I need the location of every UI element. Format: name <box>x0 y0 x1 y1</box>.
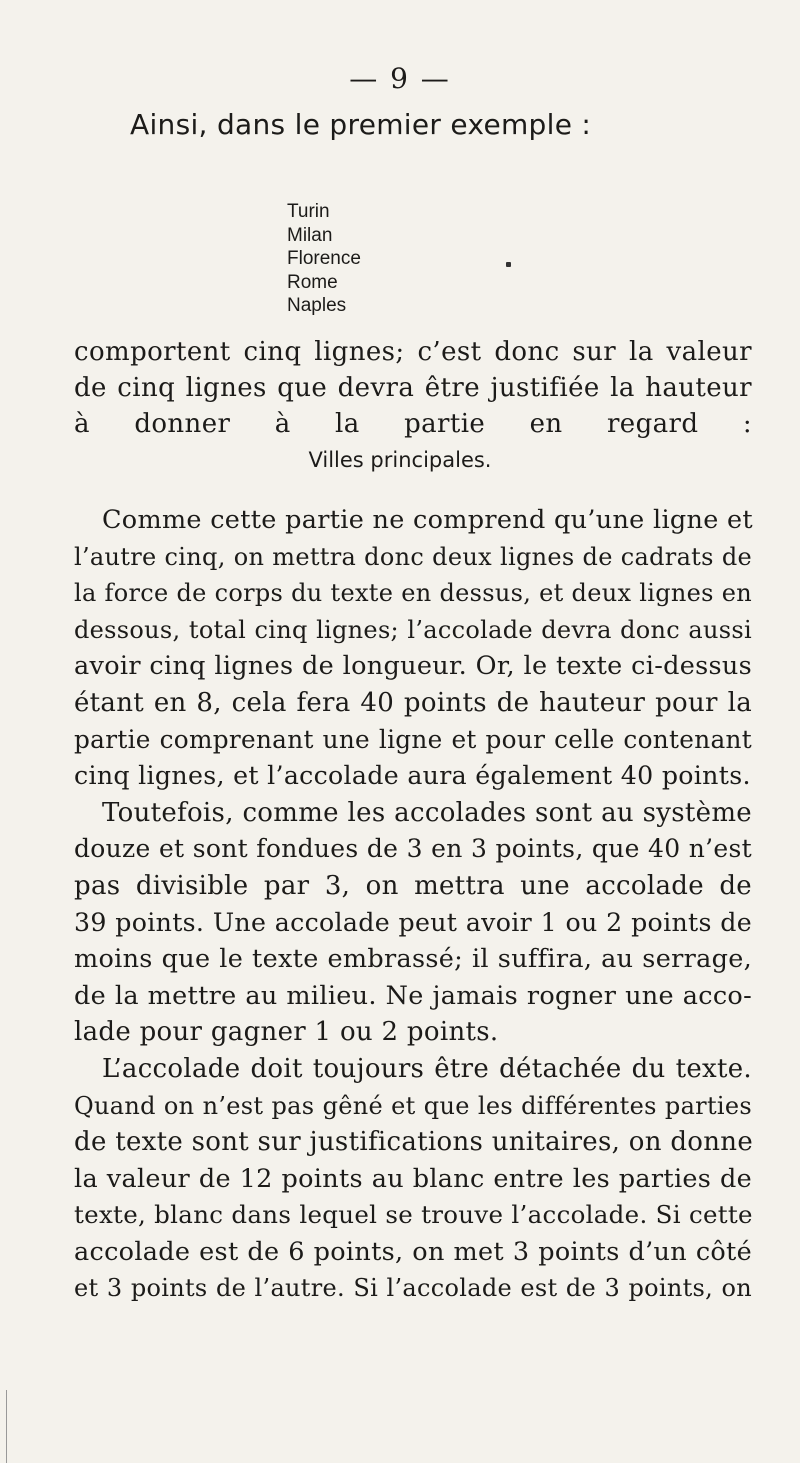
text-line: Comme cette partie ne comprend qu’une ligne et <box>102 505 753 535</box>
city-item: Turin <box>287 201 330 222</box>
intro-line: Ainsi, dans le premier exemple : <box>130 108 592 141</box>
text-line: 39 points. Une accolade peut avoir 1 ou 2 points de <box>74 907 752 937</box>
page-edge-mark <box>6 1390 7 1463</box>
city-item: Florence <box>287 248 361 269</box>
text-line: partie comprenant une ligne et pour celle contenant <box>74 724 752 754</box>
text-line: et 3 points de l’autre. Si l’accolade est de 3 points, on <box>74 1274 752 1303</box>
caption-villes: Villes principales. <box>308 448 492 472</box>
text-line: Quand on n’est pas gêné et que les différentes parties <box>74 1091 752 1120</box>
text-line: dessous, total cinq lignes; l’accolade devra donc aussi <box>74 615 752 644</box>
body-text <box>74 502 752 1307</box>
text-line: de texte sont sur justifications unitaires, on donne <box>74 1127 754 1158</box>
paragraph-intro: comportent cinq lignes; c’est donc sur la valeur de cinq lignes que devra être justifiée la hauteur à donner à la partie en regard : <box>74 337 752 439</box>
text-line: la force de corps du texte en dessus, et deux lignes en <box>74 579 752 608</box>
text-line: accolade est de 6 points, on met 3 points d’un côté <box>74 1236 752 1267</box>
text-line: cinq lignes, et l’accolade aura également 40 points. <box>74 761 751 791</box>
page-number: — 9 — <box>349 62 451 95</box>
text-line: pas divisible par 3, on mettra une accolade de <box>74 870 752 901</box>
text-line: douze et sont fondues de 3 en 3 points, que 40 n’est <box>74 834 752 864</box>
text-line: moins que le texte embrassé; il suffira, au serrage, <box>74 944 752 975</box>
text-line: lade pour gagner 1 ou 2 points. <box>74 1017 499 1048</box>
print-speck <box>506 262 511 267</box>
city-list <box>287 200 361 318</box>
text-line: L’accolade doit toujours être détachée du texte. <box>102 1053 752 1084</box>
text-line: de la mettre au milieu. Ne jamais rogner une acco- <box>74 980 752 1011</box>
city-item: Rome <box>287 271 338 293</box>
text-line: étant en 8, cela fera 40 points de hauteur pour la <box>74 687 752 718</box>
text-line: la valeur de 12 points au blanc entre les parties de <box>74 1163 752 1194</box>
text-line: texte, blanc dans lequel se trouve l’accolade. Si cette <box>74 1200 753 1230</box>
city-item: Naples <box>287 295 347 316</box>
text-line: avoir cinq lignes de longueur. Or, le texte ci-dessus <box>74 651 752 682</box>
text-line: Toutefois, comme les accolades sont au système <box>102 797 752 828</box>
text-line: l’autre cinq, on mettra donc deux lignes de cadrats de <box>74 542 752 571</box>
city-item: Milan <box>287 224 333 246</box>
